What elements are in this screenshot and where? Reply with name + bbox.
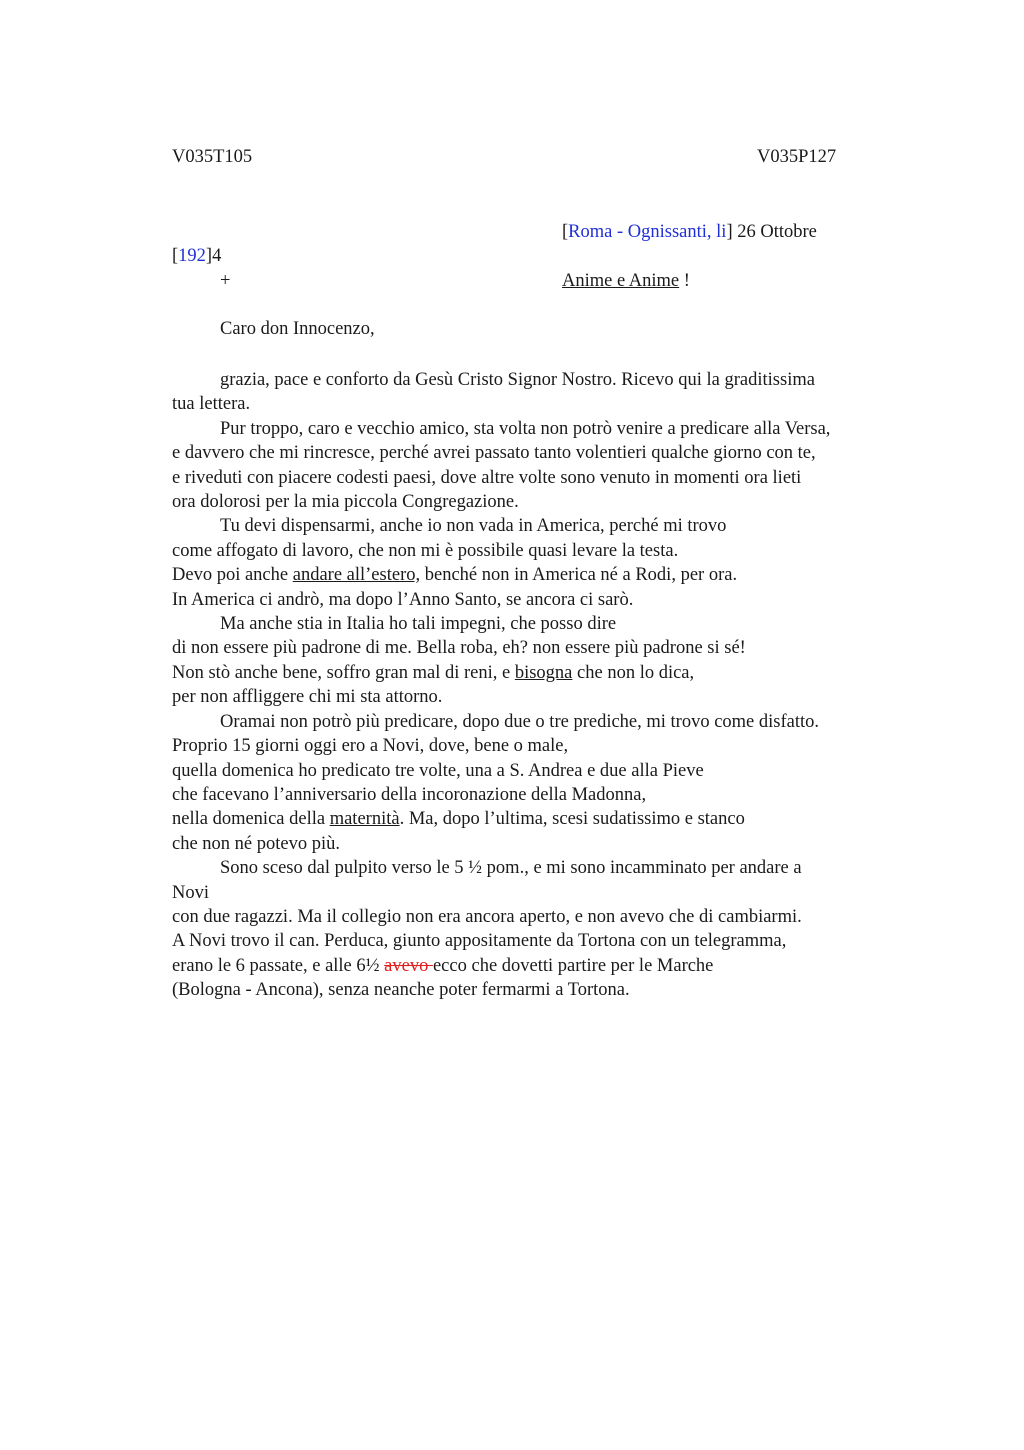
year-bracket-open: [	[172, 246, 179, 266]
underlined-phrase: andare all’estero,	[292, 565, 421, 586]
bracket-open: [	[562, 222, 569, 242]
text-segment: benché non in America né a Rodi, per ora.	[420, 565, 738, 586]
body-line: Proprio 15 giorni oggi ero a Novi, dove, bene o male,	[172, 736, 569, 757]
body-line: Tu devi dispensarmi, anche io non vada in America, perché mi trovo	[220, 516, 727, 537]
dateline	[562, 222, 817, 243]
body-line: Novi	[172, 882, 209, 903]
body-line: Sono sceso dal pulpito verso le 5 ½ pom., e mi sono incamminato per andare a	[220, 858, 802, 879]
text-segment: ecco che dovetti partire per le Marche	[432, 955, 714, 976]
motto	[562, 271, 690, 292]
body-line	[172, 954, 912, 978]
body-line: come affogato di lavoro, che non mi è possibile quasi levare la testa.	[172, 540, 679, 561]
dateline-place: Roma - Ognissanti, li	[568, 222, 727, 242]
document-code-right: V035P127	[757, 147, 837, 167]
body-line: quella domenica ho predicato tre volte, una a S. Andrea e due alla Pieve	[172, 760, 704, 781]
year-inserted: 192	[178, 246, 206, 266]
cross-symbol: +	[220, 271, 231, 291]
body-line: di non essere più padrone di me. Bella roba, eh? non essere più padrone si sé!	[172, 638, 746, 659]
body-line: Oramai non potrò più predicare, dopo due o tre prediche, mi trovo come disfatto.	[220, 711, 820, 732]
body-line	[172, 661, 912, 685]
text-segment: Devo poi anche	[172, 565, 293, 586]
underlined-word: maternità	[329, 809, 400, 830]
letter-body	[172, 368, 912, 1003]
year-rest: ]4	[205, 246, 222, 266]
dateline-date: ] 26 Ottobre	[726, 222, 817, 242]
body-line	[172, 563, 912, 587]
document-code-left: V035T105	[172, 147, 253, 167]
body-line: (Bologna - Ancona), senza neanche poter fermarmi a Tortona.	[172, 980, 630, 1001]
motto-text: Anime e Anime	[562, 271, 680, 291]
body-line: per non affliggere chi mi sta attorno.	[172, 687, 443, 708]
motto-suffix: !	[679, 271, 690, 291]
text-segment: Non stò anche bene, soffro gran mal di reni, e	[172, 662, 515, 683]
salutation: Caro don Innocenzo,	[220, 319, 375, 339]
body-line: Pur troppo, caro e vecchio amico, sta volta non potrò venire a predicare alla Versa,	[220, 418, 831, 439]
text-segment: nella domenica della	[172, 809, 330, 830]
text-segment: che non lo dica,	[572, 662, 695, 683]
body-line: A Novi trovo il can. Perduca, giunto appositamente da Tortona con un telegramma,	[172, 931, 787, 952]
body-line: con due ragazzi. Ma il collegio non era ancora aperto, e non avevo che di cambiarmi.	[172, 906, 802, 927]
dateline-year	[172, 246, 221, 267]
body-line: e riveduti con piacere codesti paesi, dove altre volte sono venuto in momenti ora lieti	[172, 467, 802, 488]
deleted-word: avevo	[384, 955, 433, 976]
body-line: tua lettera.	[172, 394, 251, 415]
body-line: che facevano l’anniversario della incoronazione della Madonna,	[172, 784, 647, 805]
text-segment: . Ma, dopo l’ultima, scesi sudatissimo e stanco	[399, 809, 745, 830]
body-line: che non né potevo più.	[172, 833, 340, 854]
body-line: Ma anche stia in Italia ho tali impegni, che posso dire	[220, 614, 617, 635]
underlined-word: bisogna	[514, 662, 573, 683]
body-line: ora dolorosi per la mia piccola Congregazione.	[172, 492, 519, 513]
body-line	[172, 807, 912, 831]
body-line: grazia, pace e conforto da Gesù Cristo Signor Nostro. Ricevo qui la graditissima	[220, 370, 815, 390]
body-line: e davvero che mi rincresce, perché avrei passato tanto volentieri qualche giorno con te,	[172, 443, 816, 464]
body-line: In America ci andrò, ma dopo l’Anno Santo, se ancora ci sarò.	[172, 589, 634, 610]
text-segment: erano le 6 passate, e alle 6½	[172, 955, 385, 976]
